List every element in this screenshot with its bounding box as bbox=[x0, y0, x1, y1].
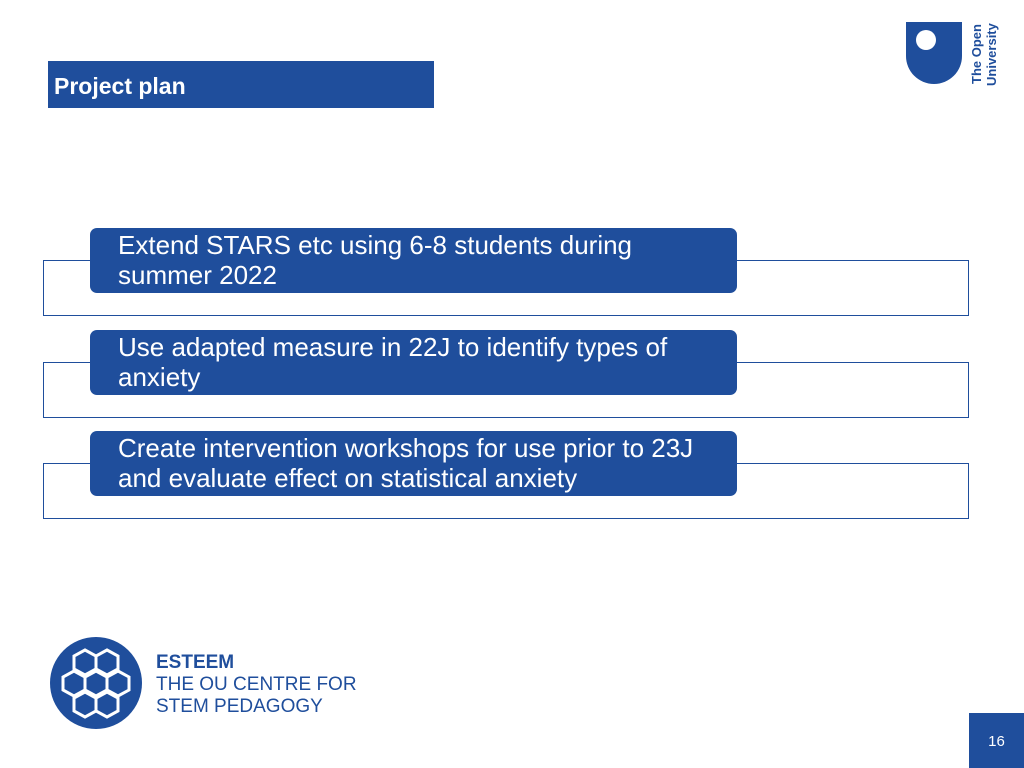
step-1-text: Extend STARS etc using 6-8 students during summer 2022 bbox=[118, 230, 633, 290]
page-title: Project plan bbox=[54, 73, 186, 99]
step-2 bbox=[90, 330, 737, 395]
step-3 bbox=[90, 431, 737, 496]
ou-logo-line2: University bbox=[984, 23, 999, 86]
esteem-line2: THE OU CENTRE FOR bbox=[156, 674, 357, 695]
step-1 bbox=[90, 228, 737, 293]
step-2-text: Use adapted measure in 22J to identify types of anxiety bbox=[118, 332, 668, 392]
esteem-name: ESTEEM bbox=[156, 652, 235, 673]
ou-circle bbox=[916, 30, 936, 50]
step-3-text: Create intervention workshops for use prior to 23J and evaluate effect on statistical anxiety bbox=[118, 433, 694, 493]
page-number-box bbox=[969, 713, 1024, 768]
page-number: 16 bbox=[988, 733, 1005, 750]
esteem-hexagon-logo-icon bbox=[50, 636, 142, 730]
ou-logo-line1: The Open bbox=[969, 24, 984, 84]
esteem-wordmark bbox=[156, 652, 357, 718]
ou-shield-icon bbox=[906, 22, 962, 84]
open-university-logo bbox=[906, 20, 1002, 88]
title-bar bbox=[48, 61, 434, 108]
esteem-line3: STEM PEDAGOGY bbox=[156, 696, 323, 717]
